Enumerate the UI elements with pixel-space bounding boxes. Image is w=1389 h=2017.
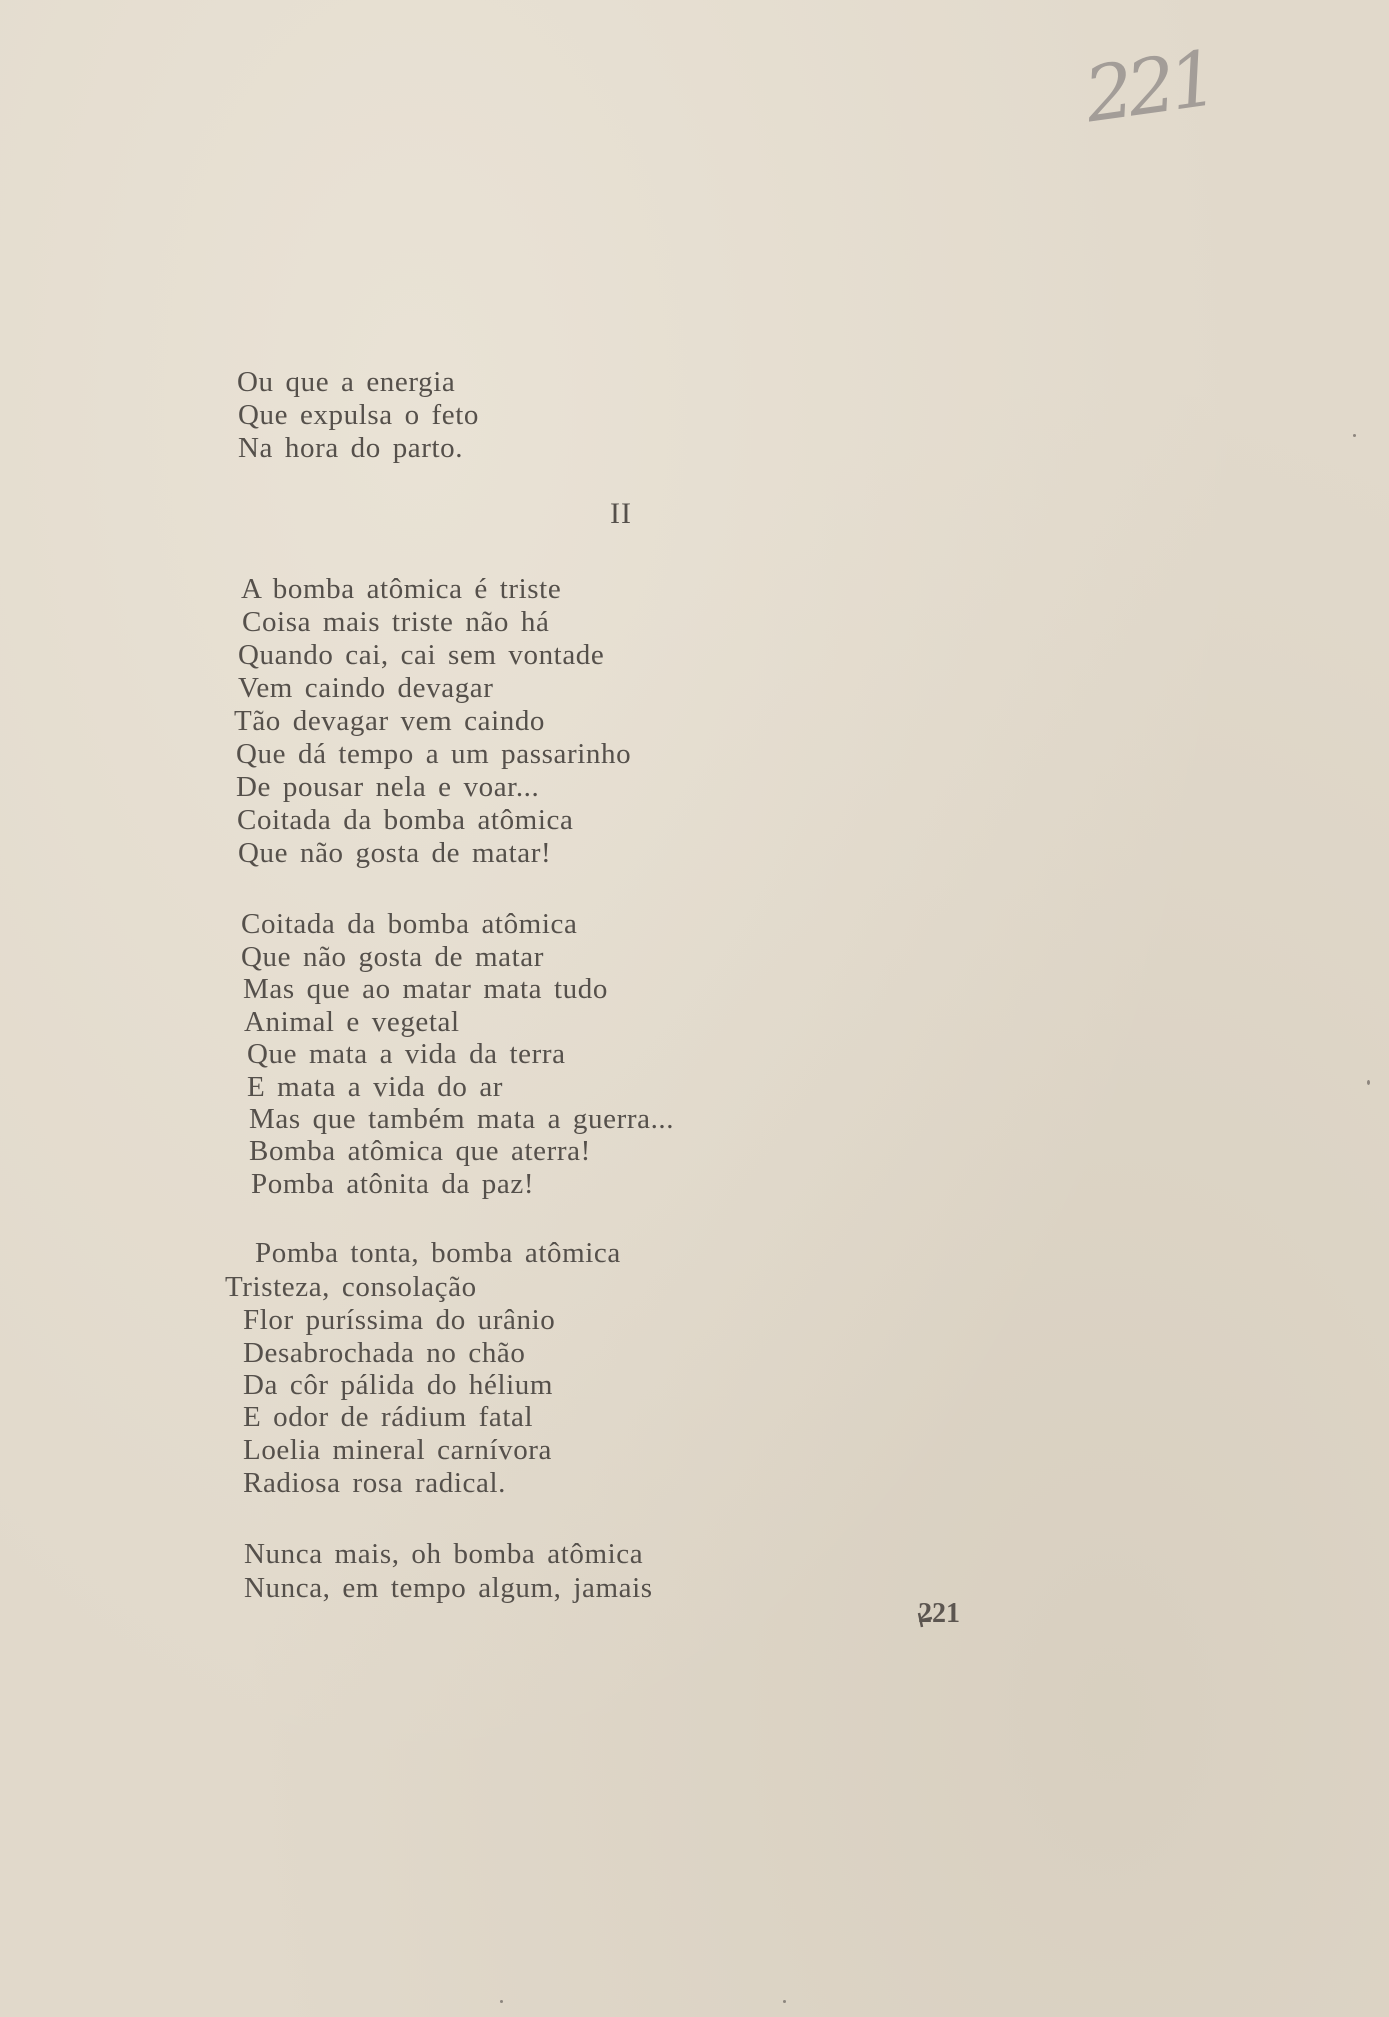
poem-line: A bomba atômica é triste: [241, 573, 562, 605]
poem-line: Que expulsa o feto: [238, 399, 480, 431]
poem-line: Da côr pálida do hélium: [243, 1369, 554, 1401]
poem-line: Flor puríssima do urânio: [243, 1304, 556, 1336]
poem-line: E odor de rádium fatal: [243, 1401, 534, 1433]
poem-line: Loelia mineral carnívora: [243, 1434, 553, 1466]
printed-page-number: 221: [918, 1598, 960, 1629]
poem-line: Coisa mais triste não há: [242, 606, 550, 638]
poem-line: Coitada da bomba atômica: [237, 804, 574, 836]
poem-line: Que mata a vida da terra: [247, 1038, 566, 1070]
poem-line: Desabrochada no chão: [243, 1337, 526, 1369]
poem-line: Que não gosta de matar: [241, 941, 544, 973]
poem-line: Pomba atônita da paz!: [251, 1168, 535, 1200]
paper-speck: [500, 2000, 503, 2003]
poem-line: Bomba atômica que aterra!: [249, 1135, 591, 1167]
poem-line: Quando cai, cai sem vontade: [238, 639, 605, 671]
poem-line: De pousar nela e voar...: [236, 771, 540, 803]
poem-line: Que dá tempo a um passarinho: [236, 738, 632, 770]
section-numeral: II: [610, 497, 632, 530]
poem-line: Nunca mais, oh bomba atômica: [244, 1538, 644, 1570]
poem-line: Tão devagar vem caindo: [234, 705, 546, 737]
poem-line: Mas que ao matar mata tudo: [243, 973, 608, 1005]
poem-line: Pomba tonta, bomba atômica: [255, 1237, 621, 1269]
poem-line: Animal e vegetal: [244, 1006, 460, 1038]
poem-line: Tristeza, consolação: [225, 1271, 477, 1303]
poem-line: Que não gosta de matar!: [238, 837, 552, 869]
paper-speck: [1367, 1080, 1370, 1085]
poem-line: Coitada da bomba atômica: [241, 908, 578, 940]
handwritten-folio-number: 221: [1079, 33, 1218, 140]
poem-line: Vem caindo devagar: [238, 672, 494, 704]
poem-line: Ou que a energia: [237, 366, 456, 398]
poem-line: Nunca, em tempo algum, jamais: [244, 1572, 653, 1604]
poem-line: E mata a vida do ar: [247, 1071, 504, 1103]
paper-speck: [1353, 434, 1356, 437]
poem-line: Na hora do parto.: [238, 432, 464, 464]
poem-line: Mas que também mata a guerra...: [249, 1103, 675, 1135]
paper-speck: [783, 2000, 786, 2003]
poem-line: Radiosa rosa radical.: [243, 1467, 506, 1499]
